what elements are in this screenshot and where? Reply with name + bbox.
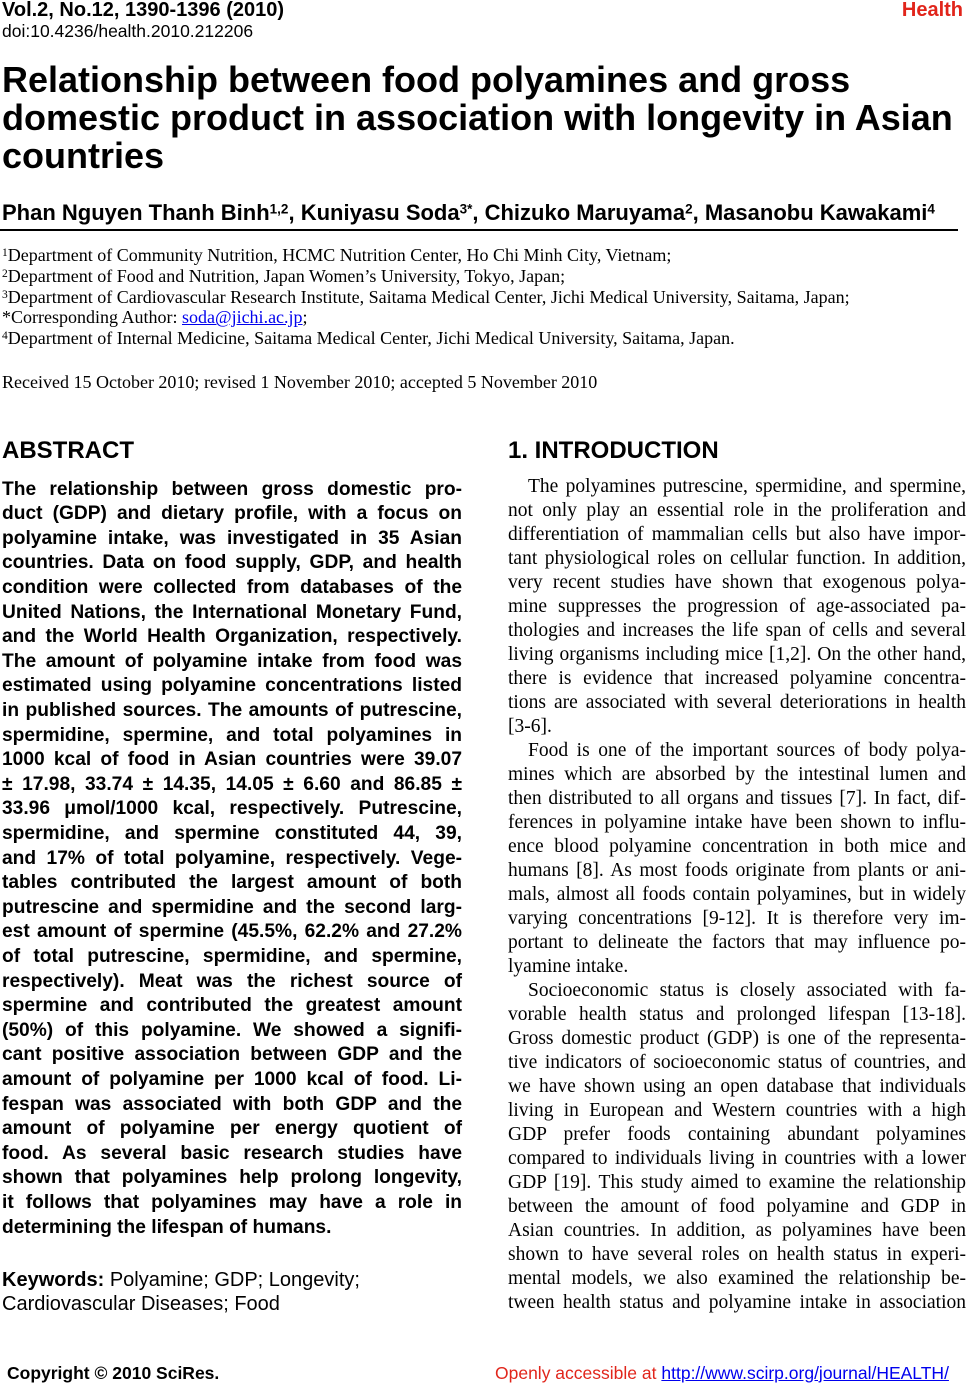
intro-line: GDP prefer foods containing abundant polyamines [508, 1124, 966, 1145]
author-name: Phan Nguyen Thanh Binh [2, 200, 270, 225]
intro-line: ferences in polyamine intake have been shown to influ- [508, 812, 966, 833]
affiliation [2, 266, 850, 287]
intro-line: portant to delineate the factors that may influence po- [508, 932, 966, 953]
keywords-label: Keywords: [2, 1269, 105, 1291]
intro-line: varying concentrations [9-12]. It is therefore very im- [508, 908, 966, 929]
affiliation-text: Department of Community Nutrition, HCMC Nutrition Center, Ho Chi Minh City, Vietnam; [7, 245, 672, 265]
open-access-notice [495, 1362, 949, 1384]
intro-line: differentiation of mammalian cells but also have impor- [508, 524, 966, 545]
affiliation [2, 328, 850, 349]
author-separator: , [472, 200, 485, 225]
author-affiliation-mark: 4 [927, 201, 935, 217]
intro-line: lyamine intake. [508, 956, 629, 977]
abstract-line: 33.96 μmol/1000 kcal, respectively. Putrescine, [2, 798, 462, 820]
intro-line: tions are associated with several deteriorations in health [508, 692, 966, 713]
title-line: domestic product in association with longevity in Asian [2, 97, 953, 138]
intro-line: thologies and increases the life span of cells and several [508, 620, 966, 641]
corresponding-label: *Corresponding Author: [2, 307, 182, 328]
journal-name: Health [901, 0, 963, 21]
abstract-line: it follows that polyamines may have a role in [2, 1191, 462, 1213]
intro-line: then distributed to all organs and tissues [7]. In fact, dif- [508, 788, 966, 809]
abstract-line: cant positive association between GDP and the [2, 1044, 462, 1066]
abstract-line: The amount of polyamine intake from food was [2, 650, 462, 672]
received-dates: Received 15 October 2010; revised 1 November 2010; accepted 5 November 2010 [2, 372, 598, 392]
intro-line: mine suppresses the progression of age-associated pa- [508, 596, 966, 617]
abstract-line: and the World Health Organization, respectively. [2, 626, 462, 648]
abstract-body [2, 478, 462, 1240]
volume-info: Vol.2, No.12, 1390-1396 (2010) [2, 0, 285, 21]
corresponding-author [2, 307, 850, 328]
keywords-text: Polyamine; GDP; Longevity; [109, 1269, 360, 1291]
author-separator: , [288, 200, 301, 225]
introduction-body [508, 475, 966, 1315]
intro-line: vorable health status and prolonged lifespan [13-18]. [508, 1004, 966, 1025]
abstract-line: spermidine, spermine, and total polyamines in [2, 724, 462, 746]
corresponding-trailer: ; [302, 307, 308, 328]
abstract-line: respectively). Meat was the richest source of [2, 970, 462, 992]
intro-line: Socioeconomic status is closely associated with fa- [528, 980, 966, 1001]
abstract-line: food. As several basic research studies have [2, 1142, 462, 1164]
keywords [2, 1268, 360, 1316]
title-line: countries [2, 135, 165, 176]
intro-line: shown to have several roles on health status in experi- [508, 1244, 966, 1265]
author-name: Chizuko Maruyama [484, 200, 686, 225]
abstract-line: condition were collected from databases of the [2, 577, 462, 599]
abstract-line: and 17% of total polyamine, respectively. Vege- [2, 847, 462, 869]
title-line: Relationship between food polyamines and gross [2, 59, 851, 100]
abstract-line: fespan was associated with both GDP and the [2, 1093, 462, 1115]
intro-line: between the amount of food polyamine and GDP in [508, 1196, 966, 1217]
intro-line: Gross domestic product (GDP) is one of the representa- [508, 1028, 966, 1049]
introduction-heading: 1. INTRODUCTION [508, 437, 719, 464]
abstract-line: 1000 kcal of food in Asian countries were 39.07 [2, 749, 462, 771]
abstract-line: polyamine intake, was investigated in 35 Asian [2, 527, 462, 549]
journal-url-link[interactable]: http://www.scirp.org/journal/HEALTH/ [661, 1363, 949, 1383]
intro-line: very recent studies have shown that exogenous polya- [508, 572, 966, 593]
author-list [2, 200, 935, 226]
intro-line: tween health status and polyamine intake in association [508, 1292, 966, 1313]
intro-line: mines which are absorbed by the intestinal lumen and [508, 764, 966, 785]
abstract-line: amount of polyamine per energy quotient of [2, 1118, 462, 1140]
abstract-line: determining the lifespan of humans. [2, 1216, 332, 1238]
abstract-line: amount of polyamine per 1000 kcal of food. Li- [2, 1068, 462, 1090]
header-divider [0, 229, 958, 231]
intro-line: living in European and Western countries with a high [508, 1100, 966, 1121]
intro-line: mals, almost all foods contain polyamines, but in widely [508, 884, 966, 905]
intro-line: ence blood polyamine concentration in both mice and [508, 836, 966, 857]
author-separator: , [692, 200, 705, 225]
abstract-line: spermine and contributed the greatest amount [2, 995, 462, 1017]
copyright-notice: Copyright © 2010 SciRes. [7, 1363, 220, 1383]
affiliation-text: Department of Internal Medicine, Saitama Medical Center, Jichi Medical University, Saitama, Japan. [7, 328, 735, 349]
abstract-line: estimated using polyamine concentrations listed [2, 675, 462, 697]
intro-line: tive indicators of socioeconomic status of countries, and [508, 1052, 966, 1073]
intro-line: compared to individuals living in countries with a lower [508, 1148, 966, 1169]
intro-line: we have shown using an open database that individuals [508, 1076, 966, 1097]
author-name: Masanobu Kawakami [704, 200, 928, 225]
abstract-line: duct (GDP) and dietary profile, with a focus on [2, 503, 462, 525]
affiliations [2, 245, 850, 349]
abstract-line: shown that polyamines help prolong longevity, [2, 1167, 462, 1189]
intro-line: not only play an essential role in the proliferation and [508, 500, 966, 521]
intro-line: humans [8]. As most foods originate from plants or ani- [508, 860, 966, 881]
affiliation [2, 245, 850, 266]
intro-line: Food is one of the important sources of body polya- [528, 740, 966, 761]
abstract-line: of total putrescine, spermidine, and spermine, [2, 945, 462, 967]
intro-line: mental models, we also examined the relationship be- [508, 1268, 966, 1289]
abstract-line: (50%) of this polyamine. We showed a signifi- [2, 1019, 462, 1041]
intro-line: [3-6]. [508, 716, 552, 737]
intro-line: tant physiological roles on cellular function. In addition, [508, 548, 966, 569]
author-affiliation-mark: 1,2 [269, 201, 289, 217]
intro-line: The polyamines putrescine, spermidine, and spermine, [528, 476, 966, 497]
author-affiliation-mark: 3* [459, 201, 473, 217]
affiliation-mark: 1 [2, 246, 8, 259]
affiliation-text: Department of Food and Nutrition, Japan Women’s University, Tokyo, Japan; [7, 265, 566, 286]
intro-line: Asian countries. In addition, as polyamines have been [508, 1220, 966, 1241]
corresponding-email-link[interactable]: soda@jichi.ac.jp [182, 307, 303, 328]
abstract-heading: ABSTRACT [2, 437, 134, 464]
abstract-line: est amount of spermine (45.5%, 62.2% and 27.2% [2, 921, 462, 943]
author-name: Kuniyasu Soda [300, 200, 460, 225]
article-title [2, 61, 968, 175]
author-affiliation-mark: 2 [685, 201, 693, 217]
abstract-line: United Nations, the International Monetary Fund, [2, 601, 462, 623]
affiliation-mark: 4 [2, 330, 8, 343]
abstract-line: tables contributed the largest amount of both [2, 872, 462, 894]
abstract-line: ± 17.98, 33.74 ± 14.35, 14.05 ± 6.60 and 86.85 ± [2, 773, 462, 795]
doi: doi:10.4236/health.2010.212206 [2, 21, 254, 41]
intro-line: there is evidence that increased polyamine concentra- [508, 668, 966, 689]
abstract-line: in published sources. The amounts of putrescine, [2, 700, 462, 722]
abstract-line: The relationship between gross domestic pro- [2, 478, 462, 500]
affiliation-text: Department of Cardiovascular Research Institute, Saitama Medical Center, Jichi Medical University, Saitama, Japan; [7, 286, 850, 307]
affiliation-mark: 2 [2, 267, 8, 280]
affiliation [2, 287, 850, 308]
affiliation-mark: 3 [2, 288, 8, 301]
keywords-line [2, 1268, 360, 1292]
intro-line: living organisms including mice [1,2]. On the other hand, [508, 644, 966, 665]
open-access-label: Openly accessible at [495, 1363, 657, 1383]
keywords-line: Cardiovascular Diseases; Food [2, 1293, 280, 1315]
abstract-line: spermidine, and spermine constituted 44, 39, [2, 823, 462, 844]
abstract-line: putrescine and spermidine and the second larg- [2, 896, 462, 918]
abstract-line: countries. Data on food supply, GDP, and health [2, 552, 462, 574]
intro-line: GDP [19]. This study aimed to examine the relationship [508, 1172, 966, 1193]
